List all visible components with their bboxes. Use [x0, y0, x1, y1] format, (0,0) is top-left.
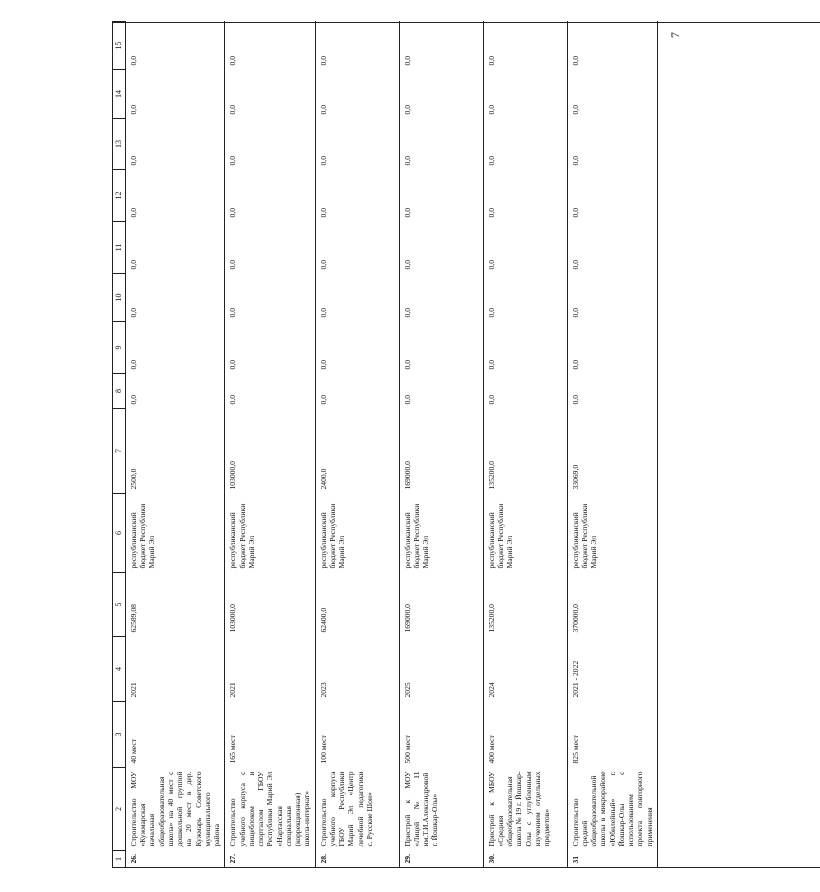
capacity: 165 мест	[225, 702, 315, 768]
value-col-10: 0,0	[125, 274, 225, 322]
table-row	[315, 22, 399, 868]
value-col-15: 0,0	[483, 22, 567, 70]
value-col-12: 0,0	[315, 170, 399, 222]
funding-source: республиканский бюджет Республики Марий Эл	[567, 494, 657, 573]
column-number: 12	[113, 170, 126, 222]
column-number: 2	[113, 768, 126, 851]
object-name: Строительство учебного корпуса с пищеблоком и спортзалом ГБОУ Республики Марий Эл «Нартасская специальная (коррекционная) школа-интернат»	[225, 768, 315, 851]
capacity: 40 мест	[125, 702, 225, 768]
construction-period: 2024	[483, 637, 567, 702]
object-name: Пристрой к МОУ «Лицей № 11 им.Т.И.Александровой г. Йошкар-Олы»	[399, 768, 483, 851]
capacity: 400 мест	[483, 702, 567, 768]
value-col-15: 0,0	[125, 22, 225, 70]
table-border-left	[112, 867, 820, 868]
value-col-8: 0,0	[567, 374, 657, 409]
table-row	[567, 22, 657, 868]
construction-period: 2021	[225, 637, 315, 702]
value-col-13: 0,0	[315, 119, 399, 170]
column-number: 14	[113, 70, 126, 119]
value-col-10: 0,0	[483, 274, 567, 322]
estimated-cost: 103000,0	[225, 573, 315, 637]
value-col-7: 2500,0	[125, 409, 225, 494]
funding-source: республиканский бюджет Республики Марий Эл	[225, 494, 315, 573]
value-col-12: 0,0	[225, 170, 315, 222]
budget-table-sheet	[112, 22, 820, 868]
construction-period: 2023	[315, 637, 399, 702]
column-number: 4	[113, 637, 126, 702]
value-col-12: 0,0	[483, 170, 567, 222]
value-col-15: 0,0	[567, 22, 657, 70]
value-col-15: 0,0	[315, 22, 399, 70]
table-border-right	[112, 22, 820, 23]
value-col-8: 0,0	[225, 374, 315, 409]
column-number: 15	[113, 22, 126, 70]
column-number: 3	[113, 702, 126, 768]
funding-source: республиканский бюджет Республики Марий Эл	[399, 494, 483, 573]
row-number: 31	[567, 851, 657, 868]
column-number: 8	[113, 374, 126, 409]
construction-period: 2021 - 2022	[567, 637, 657, 702]
value-col-11: 0,0	[125, 222, 225, 274]
value-col-13: 0,0	[567, 119, 657, 170]
table-row	[399, 22, 483, 868]
value-col-8: 0,0	[399, 374, 483, 409]
column-number: 5	[113, 573, 126, 637]
value-col-8: 0,0	[315, 374, 399, 409]
row-number: 27.	[225, 851, 315, 868]
row-number: 26.	[125, 851, 225, 868]
table-body	[125, 22, 657, 868]
value-col-11: 0,0	[225, 222, 315, 274]
column-number: 10	[113, 274, 126, 322]
value-col-13: 0,0	[225, 119, 315, 170]
value-col-13: 0,0	[399, 119, 483, 170]
estimated-cost: 169000,0	[399, 573, 483, 637]
object-name: Строительство МОУ «Кужмарская начальная общеобразовательная школа» на 40 мест с дошкольной группой на 20 мест в дер. Кужмарь Советского муниципального района	[125, 768, 225, 851]
value-col-14: 0,0	[399, 70, 483, 119]
estimated-cost: 62400,0	[315, 573, 399, 637]
column-number: 9	[113, 322, 126, 374]
value-col-8: 0,0	[125, 374, 225, 409]
page-number: 7	[668, 32, 682, 38]
value-col-7: 135200,0	[483, 409, 567, 494]
value-col-14: 0,0	[483, 70, 567, 119]
value-col-13: 0,0	[483, 119, 567, 170]
object-name: Строительство учебного корпуса ГБОУ Республики Марий Эл «Центр лечебной педагогики с. Русские Шои»	[315, 768, 399, 851]
estimated-cost: 62589,08	[125, 573, 225, 637]
value-col-14: 0,0	[567, 70, 657, 119]
value-col-13: 0,0	[125, 119, 225, 170]
value-col-10: 0,0	[315, 274, 399, 322]
column-number: 6	[113, 494, 126, 573]
row-number: 29.	[399, 851, 483, 868]
construction-period: 2025	[399, 637, 483, 702]
table-row	[125, 22, 225, 868]
value-col-15: 0,0	[225, 22, 315, 70]
object-name: Пристрой к МБОУ «Средняя общеобразовательная школа № 19 г. Йошкар-Олы с углубленным изучением отдельных предметов»	[483, 768, 567, 851]
value-col-9: 0,0	[315, 322, 399, 374]
row-number: 30.	[483, 851, 567, 868]
table-row	[225, 22, 315, 868]
value-col-12: 0,0	[399, 170, 483, 222]
budget-table	[112, 21, 658, 868]
value-col-11: 0,0	[399, 222, 483, 274]
capacity: 100 мест	[315, 702, 399, 768]
estimated-cost: 135200,0	[483, 573, 567, 637]
row-number: 28.	[315, 851, 399, 868]
value-col-9: 0,0	[483, 322, 567, 374]
funding-source: республиканский бюджет Республики Марий Эл	[125, 494, 225, 573]
value-col-14: 0,0	[125, 70, 225, 119]
capacity: 500 мест	[399, 702, 483, 768]
value-col-11: 0,0	[567, 222, 657, 274]
value-col-9: 0,0	[399, 322, 483, 374]
value-col-11: 0,0	[315, 222, 399, 274]
value-col-12: 0,0	[567, 170, 657, 222]
value-col-9: 0,0	[125, 322, 225, 374]
value-col-10: 0,0	[399, 274, 483, 322]
value-col-8: 0,0	[483, 374, 567, 409]
construction-period: 2021	[125, 637, 225, 702]
column-number: 7	[113, 409, 126, 494]
table-row	[483, 22, 567, 868]
value-col-9: 0,0	[567, 322, 657, 374]
capacity: 825 мест	[567, 702, 657, 768]
column-number: 11	[113, 222, 126, 274]
funding-source: республиканский бюджет Республики Марий Эл	[483, 494, 567, 573]
column-number: 1	[113, 851, 126, 868]
column-number: 13	[113, 119, 126, 170]
value-col-14: 0,0	[225, 70, 315, 119]
value-col-12: 0,0	[125, 170, 225, 222]
value-col-14: 0,0	[315, 70, 399, 119]
value-col-7: 33069,0	[567, 409, 657, 494]
column-number-row	[113, 22, 126, 868]
value-col-7: 169000,0	[399, 409, 483, 494]
value-col-7: 2400,0	[315, 409, 399, 494]
value-col-9: 0,0	[225, 322, 315, 374]
estimated-cost: 370000,0	[567, 573, 657, 637]
value-col-11: 0,0	[483, 222, 567, 274]
object-name: Строительство средней общеобразовательной школы в микрорайоне «Юбилейный» г. Йошкар-Олы с использованием проекта повторного применения	[567, 768, 657, 851]
value-col-10: 0,0	[225, 274, 315, 322]
value-col-7: 103000,0	[225, 409, 315, 494]
value-col-10: 0,0	[567, 274, 657, 322]
value-col-15: 0,0	[399, 22, 483, 70]
funding-source: республиканский бюджет Республики Марий Эл	[315, 494, 399, 573]
